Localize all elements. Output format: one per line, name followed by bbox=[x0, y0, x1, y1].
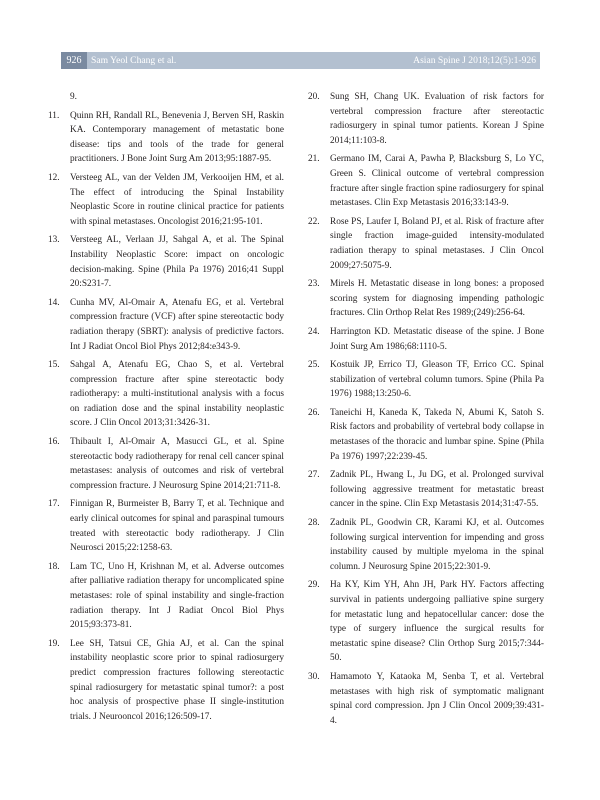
reference-text: Versteeg AL, van der Velden JM, Verkooijen HM, et al. The effect of introducing the Spinal Instability Neoplastic Score in routine clinical practice for patients with spinal metastases. Oncologist 2016;21:95-101. bbox=[70, 172, 284, 227]
references-right-column bbox=[308, 90, 544, 732]
reference-number: 21. bbox=[308, 154, 320, 165]
reference-item bbox=[48, 109, 284, 167]
reference-number: 11. bbox=[48, 110, 60, 121]
reference-number: 14. bbox=[48, 297, 60, 308]
reference-text: Germano IM, Carai A, Pawha P, Blacksburg S, Lo YC, Green S. Clinical outcome of vertebral compression fracture after single fraction spine radiosurgery for spinal metastases. Clin Exp Metastasis 2016;33:143-9. bbox=[330, 154, 544, 209]
page-number: 926 bbox=[61, 52, 87, 69]
reference-number: 20. bbox=[308, 92, 320, 102]
reference-number: 29. bbox=[308, 580, 320, 591]
reference-item bbox=[308, 406, 544, 464]
reference-item bbox=[308, 670, 544, 728]
reference-number: 26. bbox=[308, 407, 320, 418]
reference-text: Lam TC, Uno H, Krishnan M, et al. Adverse outcomes after palliative radiation therapy for uncomplicated spine metastases: role of spinal instability and single-fraction radiation therapy. Int J Radiat Oncol Biol Phys 2015;93:373-81. bbox=[70, 561, 284, 631]
reference-text: Finnigan R, Burmeister B, Barry T, et al. Technique and early clinical outcomes for spinal and paraspinal tumours treated with stereotactic body radiotherapy. J Clin Neurosci 2015;22:1258-63. bbox=[70, 499, 284, 554]
reference-text: Harrington KD. Metastatic disease of the spine. J Bone Joint Surg Am 1986;68:1110-5. bbox=[330, 326, 544, 352]
reference-item bbox=[308, 516, 544, 574]
reference-item bbox=[48, 90, 284, 105]
reference-text: Hamamoto Y, Kataoka M, Senba T, et al. Vertebral metastases with high risk of symptomatic malignant spinal cord compression. Jpn J Clin Oncol 2009;39:431-4. bbox=[330, 671, 544, 726]
reference-text: Quinn RH, Randall RL, Benevenia J, Berven SH, Raskin KA. Contemporary management of metastatic bone disease: tips and tools of the trade for general practitioners. J Bone Joint Surg Am 2013;95:1887-95. bbox=[70, 110, 284, 165]
reference-text: Zadnik PL, Goodwin CR, Karami KJ, et al. Outcomes following surgical intervention for impending and gross instability caused by multiple myeloma in the spinal column. J Neurosurg Spine 2015;22:301-9. bbox=[330, 518, 544, 572]
reference-item bbox=[308, 90, 544, 148]
reference-item bbox=[48, 435, 284, 493]
reference-text: Lee SH, Tatsui CE, Ghia AJ, et al. Can the spinal instability neoplastic score prior to spinal radiosurgery predict compression fractures following stereotactic spinal radiosurgery for metastatic spinal tumor?: a post hoc analysis of prospective phase II single-institution trials. J Neurooncol 2016;126:509-17. bbox=[70, 638, 284, 722]
reference-number: 24. bbox=[308, 326, 320, 337]
reference-number: 25. bbox=[308, 360, 320, 371]
reference-text: Taneichi H, Kaneda K, Takeda N, Abumi K, Satoh S. Risk factors and probability of vertebral body collapse in metastases of the thoracic and lumbar spine. Spine (Phila Pa 1976) 1997;22:239-45. bbox=[330, 407, 544, 462]
reference-item bbox=[308, 325, 544, 354]
reference-text: Sahgal A, Atenafu EG, Chao S, et al. Vertebral compression fracture after spine stereotactic body radiotherapy: a multi-institutional analysis with a focus on radiation dose and the spinal instability neoplastic score. J Clin Oncol 2013;31:3426-31. bbox=[70, 360, 284, 429]
reference-text: Versteeg AL, Verlaan JJ, Sahgal A, et al. The Spinal Instability Neoplastic Score: impact on oncologic decision-making. Spine (Phila Pa 1976) 2016;41 Suppl 20:S231-7. bbox=[70, 235, 284, 290]
header-journal-citation: Asian Spine J 2018;12(5):1-926 bbox=[413, 55, 536, 66]
reference-text: Rose PS, Laufer I, Boland PJ, et al. Risk of fracture after single fraction image-guided intensity-modulated radiation therapy to spinal metastases. J Clin Oncol 2009;27:5075-9. bbox=[330, 216, 544, 271]
reference-item bbox=[48, 637, 284, 725]
reference-text: Sung SH, Chang UK. Evaluation of risk factors for vertebral compression fracture after stereotactic radiosurgery in spinal tumor patients. Korean J Spine 2014;11:103-8. bbox=[330, 92, 544, 146]
reference-number: 17. bbox=[48, 499, 60, 510]
reference-item bbox=[308, 215, 544, 273]
reference-item bbox=[48, 233, 284, 291]
reference-number: 13. bbox=[48, 235, 60, 246]
reference-number: 18. bbox=[48, 561, 60, 572]
reference-item bbox=[48, 497, 284, 555]
header-author: Sam Yeol Chang et al. bbox=[91, 55, 177, 66]
reference-text: 9. bbox=[70, 92, 77, 102]
reference-text: Ha KY, Kim YH, Ahn JH, Park HY. Factors affecting survival in patients undergoing palliative spine surgery for metastatic lung and hepatocellular cancer: dose the type of surgery influence the surgical results for metastatic spine disease? Clin Orthop Surg 2015;7:344-50. bbox=[330, 580, 544, 664]
header-bar bbox=[87, 52, 540, 69]
reference-item bbox=[308, 578, 544, 666]
reference-text: Zadnik PL, Hwang L, Ju DG, et al. Prolonged survival following aggressive treatment for metastatic breast cancer in the spine. Clin Exp Metastasis 2014;31:47-55. bbox=[330, 470, 544, 510]
reference-item bbox=[48, 171, 284, 229]
reference-number: 16. bbox=[48, 437, 60, 448]
reference-item bbox=[308, 277, 544, 321]
reference-item bbox=[308, 468, 544, 512]
reference-number: 22. bbox=[308, 216, 320, 227]
references-left-column bbox=[48, 90, 284, 728]
running-header bbox=[0, 52, 600, 69]
reference-number: 19. bbox=[48, 638, 60, 649]
reference-item bbox=[48, 560, 284, 633]
reference-number: 30. bbox=[308, 671, 320, 682]
reference-text: Mirels H. Metastatic disease in long bones: a proposed scoring system for diagnosing impending pathologic fractures. Clin Orthop Relat Res 1989;(249):256-64. bbox=[330, 279, 544, 319]
reference-item bbox=[48, 358, 284, 431]
reference-number: 28. bbox=[308, 518, 320, 529]
reference-number: 15. bbox=[48, 360, 60, 371]
reference-number: 12. bbox=[48, 172, 60, 183]
reference-text: Kostuik JP, Errico TJ, Gleason TF, Errico CC. Spinal stabilization of vertebral column tumors. Spine (Phila Pa 1976) 1988;13:250-6. bbox=[330, 360, 544, 400]
reference-number: 23. bbox=[308, 279, 320, 290]
reference-item bbox=[308, 152, 544, 210]
reference-text: Cunha MV, Al-Omair A, Atenafu EG, et al. Vertebral compression fracture (VCF) after spine stereotactic body radiation therapy (SBRT): analysis of predictive factors. Int J Radiat Oncol Biol Phys 2012;84:e343-9. bbox=[70, 297, 284, 352]
reference-item bbox=[308, 358, 544, 402]
reference-item bbox=[48, 296, 284, 354]
reference-number: 27. bbox=[308, 470, 320, 481]
reference-text: Thibault I, Al-Omair A, Masucci GL, et al. Spine stereotactic body radiotherapy for renal cell cancer spinal metastases: analysis of outcomes and risk of vertebral compression fracture. J Neurosurg Spine 2014;21:711-8. bbox=[70, 437, 284, 491]
